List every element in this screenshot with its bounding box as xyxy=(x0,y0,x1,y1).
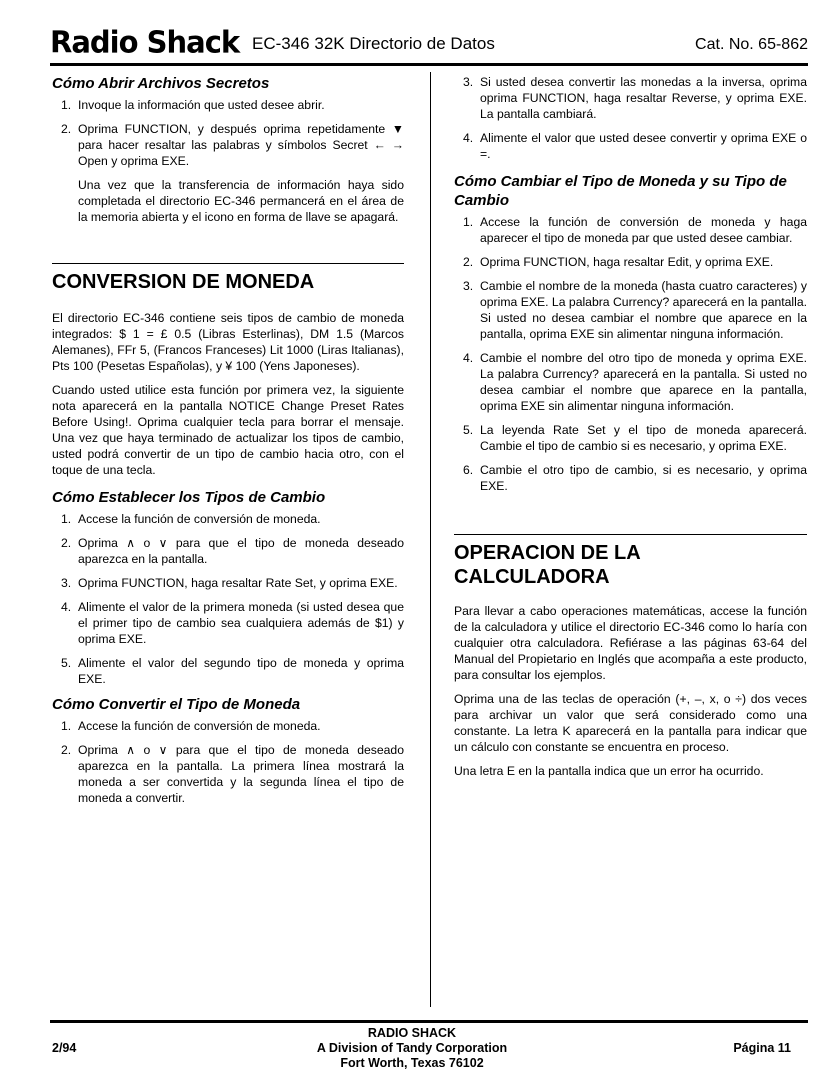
header-rule xyxy=(50,63,808,66)
list-item: 4. Alimente el valor que usted desee convertir y oprima EXE o =. xyxy=(463,131,807,161)
list-item: 2. Oprima ∧ o ∨ para que el tipo de moneda deseado aparezca en la pantalla. xyxy=(61,536,404,566)
convert-steps-continued xyxy=(454,74,807,162)
change-steps xyxy=(454,214,807,494)
left-column xyxy=(52,74,404,814)
list-item: 6. Cambie el otro tipo de cambio, si es necesario, y oprima EXE. xyxy=(463,463,807,493)
conversion-paragraph-1: El directorio EC-346 contiene seis tipos de cambio de moneda integrados: $ 1 = £ 0.5 (Libras Esterlinas), DM 1.5 (Marcos Alemanes), FFr 5, (Francos Franceses) Lit 1000 (Liras Italianas), Pts 100 (Pesetas Españolas), y ¥ 100 (Yens Japoneses). xyxy=(52,311,404,373)
list-item: 3. Si usted desea convertir las monedas a la inversa, oprima oprima FUNCTION, haga resaltar Reverse, y oprima EXE. La pantalla cambiará. xyxy=(463,75,807,121)
column-divider xyxy=(430,72,431,1007)
radio-shack-logo: Radio Shack xyxy=(50,24,240,60)
footer-city: Fort Worth, Texas 76102 xyxy=(340,1056,484,1070)
calculator-paragraph-2: Oprima una de las teclas de operación (+, –, x, o ÷) dos veces para archivar un valor que será considerado como una constante. La letra K aparecerá en la pantalla para indicar que un cálculo con constante se encuentra en proceso. xyxy=(454,692,807,754)
list-item: 2. Oprima FUNCTION, haga resaltar Edit, y oprima EXE. xyxy=(463,255,774,269)
change-heading: Cómo Cambiar el Tipo de Moneda y su Tipo de Cambio xyxy=(454,173,787,209)
set-rates-steps xyxy=(52,511,404,687)
list-item: 5. La leyenda Rate Set y el tipo de moneda aparecerá. Cambie el tipo de cambio si es necesario, y oprima EXE. xyxy=(463,423,807,453)
list-item: 4. Alimente el valor de la primera moneda (si usted desea que el primer tipo de cambio sea cualquiera además de $1) y oprima EXE. xyxy=(61,600,404,646)
list-item: 1. Accese la función de conversión de moneda. xyxy=(61,719,321,733)
calculator-paragraph-3: Una letra E en la pantalla indica que un error ha ocurrido. xyxy=(454,764,764,778)
footer-rule xyxy=(50,1020,808,1023)
list-item: 3. Cambie el nombre de la moneda (hasta cuatro caracteres) y oprima EXE. La palabra Currency? aparecerá en la pantalla. Si usted no desea cambiar el nombre que aparece en la pantalla, oprima EXE sin alimentar ninguna información. xyxy=(463,279,807,341)
calculator-paragraph-1: Para llevar a cabo operaciones matemáticas, accese la función de la calculadora y utilice el directorio EC-346 como lo haría con cualquier otra calculadora. Refiérase a las páginas 63-64 del Manual del Propietario en Inglés que acompaña a este producto, para consultar los ejemplos. xyxy=(454,604,807,682)
set-rates-heading: Cómo Establecer los Tipos de Cambio xyxy=(52,489,326,506)
convert-heading: Cómo Convertir el Tipo de Moneda xyxy=(52,696,301,713)
footer-company-block xyxy=(0,1026,824,1071)
footer-division: A Division of Tandy Corporation xyxy=(316,1041,508,1055)
list-item: 1. Accese la función de conversión de moneda y haga aparecer el tipo de moneda par que usted desee cambiar. xyxy=(463,215,807,245)
footer-company: RADIO SHACK xyxy=(367,1026,457,1040)
open-secret-note: Una vez que la transferencia de información haya sido completada el directorio EC-346 permancerá en el área de la memoria abierta y el icono en forma de llave se apagará. xyxy=(78,178,404,224)
calculator-title-line-1: OPERACION DE LA xyxy=(454,542,641,564)
list-item: 1. Accese la función de conversión de moneda. xyxy=(61,512,321,526)
right-column xyxy=(454,74,807,787)
list-item: 3. Oprima FUNCTION, haga resaltar Rate Set, y oprima EXE. xyxy=(61,576,398,590)
list-item: 4. Cambie el nombre del otro tipo de moneda y oprima EXE. La palabra Currency? aparecerá en la pantalla. Si usted no desea cambiar el nombre que aparece en la pantalla, oprima EXE sin alimentar ninguna información. xyxy=(463,351,807,413)
page-header xyxy=(50,24,808,60)
open-secret-steps xyxy=(52,97,404,169)
list-item: 2. Oprima ∧ o ∨ para que el tipo de moneda deseado aparezca en la pantalla. La primera línea mostrará la moneda a ser convertida y la segunda línea el tipo de moneda a convertir. xyxy=(61,743,404,805)
footer-date: 2/94 xyxy=(52,1041,77,1055)
section-rule xyxy=(454,534,807,535)
list-item: 2. Oprima FUNCTION, y después oprima repetidamente ▼ para hacer resaltar las palabras y símbolos Secret ← → Open y oprima EXE. xyxy=(61,122,404,168)
list-item: 5. Alimente el valor del segundo tipo de moneda y oprima EXE. xyxy=(61,656,404,686)
open-secret-heading: Cómo Abrir Archivos Secretos xyxy=(52,75,270,92)
list-item: 1. Invoque la información que usted desee abrir. xyxy=(61,98,325,112)
conversion-paragraph-2: Cuando usted utilice esta función por primera vez, la siguiente nota aparecerá en la pantalla NOTICE Change Preset Rates Before Using!. Oprima cualquier tecla para borrar el mensaje. Una vez que haya terminado de actualizar los tipos de cambio, usted podrá convertir de un tipo de cambio hacia otro, con el toque de una tecla. xyxy=(52,383,404,477)
catalog-number: Cat. No. 65-862 xyxy=(695,36,808,53)
document-title: EC-346 32K Directorio de Datos xyxy=(252,34,495,53)
section-rule xyxy=(52,263,404,264)
calculator-title-line-2: CALCULADORA xyxy=(454,566,610,588)
conversion-title: CONVERSION DE MONEDA xyxy=(52,271,315,293)
convert-steps xyxy=(52,718,404,806)
page-number: Página 11 xyxy=(733,1041,791,1055)
